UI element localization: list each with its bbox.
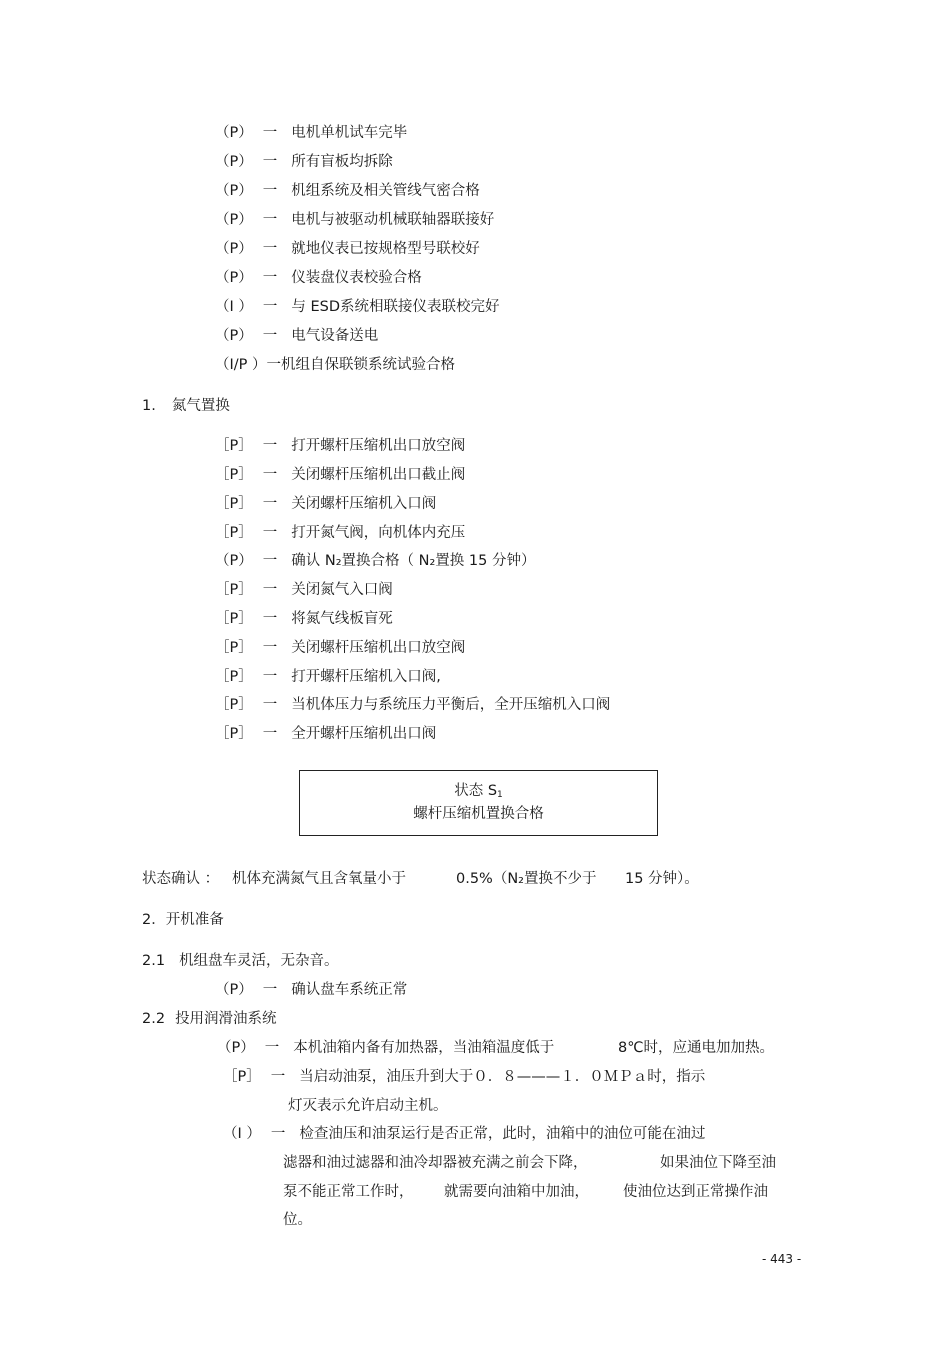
step-item: ［P］ 一 打开螺杆压缩机入口阀, bbox=[215, 669, 441, 685]
checklist-item: （P） 一 仪装盘仪表校验合格 bbox=[215, 270, 422, 286]
step-item: （P） 一 确认 N₂置换合格（ N₂置换 15 分钟） bbox=[215, 553, 536, 569]
step-item: （P） 一 确认盘车系统正常 bbox=[215, 982, 408, 998]
step-item: ［P］ 一 关闭螺杆压缩机出口截止阀 bbox=[215, 467, 466, 483]
step-item: ［P］ 一 全开螺杆压缩机出口阀 bbox=[215, 726, 437, 742]
step-item: ［P］ 一 关闭氮气入口阀 bbox=[215, 582, 393, 598]
checklist-item: （I/P ）一机组自保联锁系统试验合格 bbox=[215, 357, 456, 373]
step-item: ［P］ 一 关闭螺杆压缩机入口阀 bbox=[215, 496, 437, 512]
step-item: ［P］ 一 当机体压力与系统压力平衡后，全开压缩机入口阀 bbox=[215, 697, 611, 713]
section-heading: 1. 氮气置换 bbox=[142, 398, 230, 414]
state-title: 状态 $S_1$ bbox=[454, 783, 503, 800]
page-number: - 443 - bbox=[762, 1252, 802, 1266]
step-item: ［P］ 一 将氮气线板盲死 bbox=[215, 611, 393, 627]
checklist-item: （P） 一 所有盲板均拆除 bbox=[215, 154, 393, 170]
checklist-item: （P） 一 电气设备送电 bbox=[215, 328, 379, 344]
checklist-item: （P） 一 电机单机试车完毕 bbox=[215, 125, 408, 141]
checklist-item: （P） 一 电机与被驱动机械联轴器联接好 bbox=[215, 212, 495, 228]
checklist-item: （P） 一 就地仪表已按规格型号联校好 bbox=[215, 241, 480, 257]
step-item: ［P］ 一 关闭螺杆压缩机出口放空阀 bbox=[215, 640, 466, 656]
checklist-item: （I ） 一 与 ESD系统相联接仪表联校完好 bbox=[215, 299, 500, 315]
step-item: ［P］ 一 打开螺杆压缩机出口放空阀 bbox=[215, 438, 466, 454]
section-heading: 2．开机准备 bbox=[142, 912, 224, 928]
subsection-heading: 2.2 投用润滑油系统 bbox=[142, 1011, 277, 1027]
subsection-heading: 2.1 机组盘车灵活，无杂音。 bbox=[142, 953, 339, 969]
state-description: 螺杆压缩机置换合格 bbox=[413, 806, 544, 822]
step-item: ［P］ 一 打开氮气阀，向机体内充压 bbox=[215, 525, 466, 541]
state-box bbox=[299, 770, 658, 836]
checklist-item: （P） 一 机组系统及相关管线气密合格 bbox=[215, 183, 480, 199]
